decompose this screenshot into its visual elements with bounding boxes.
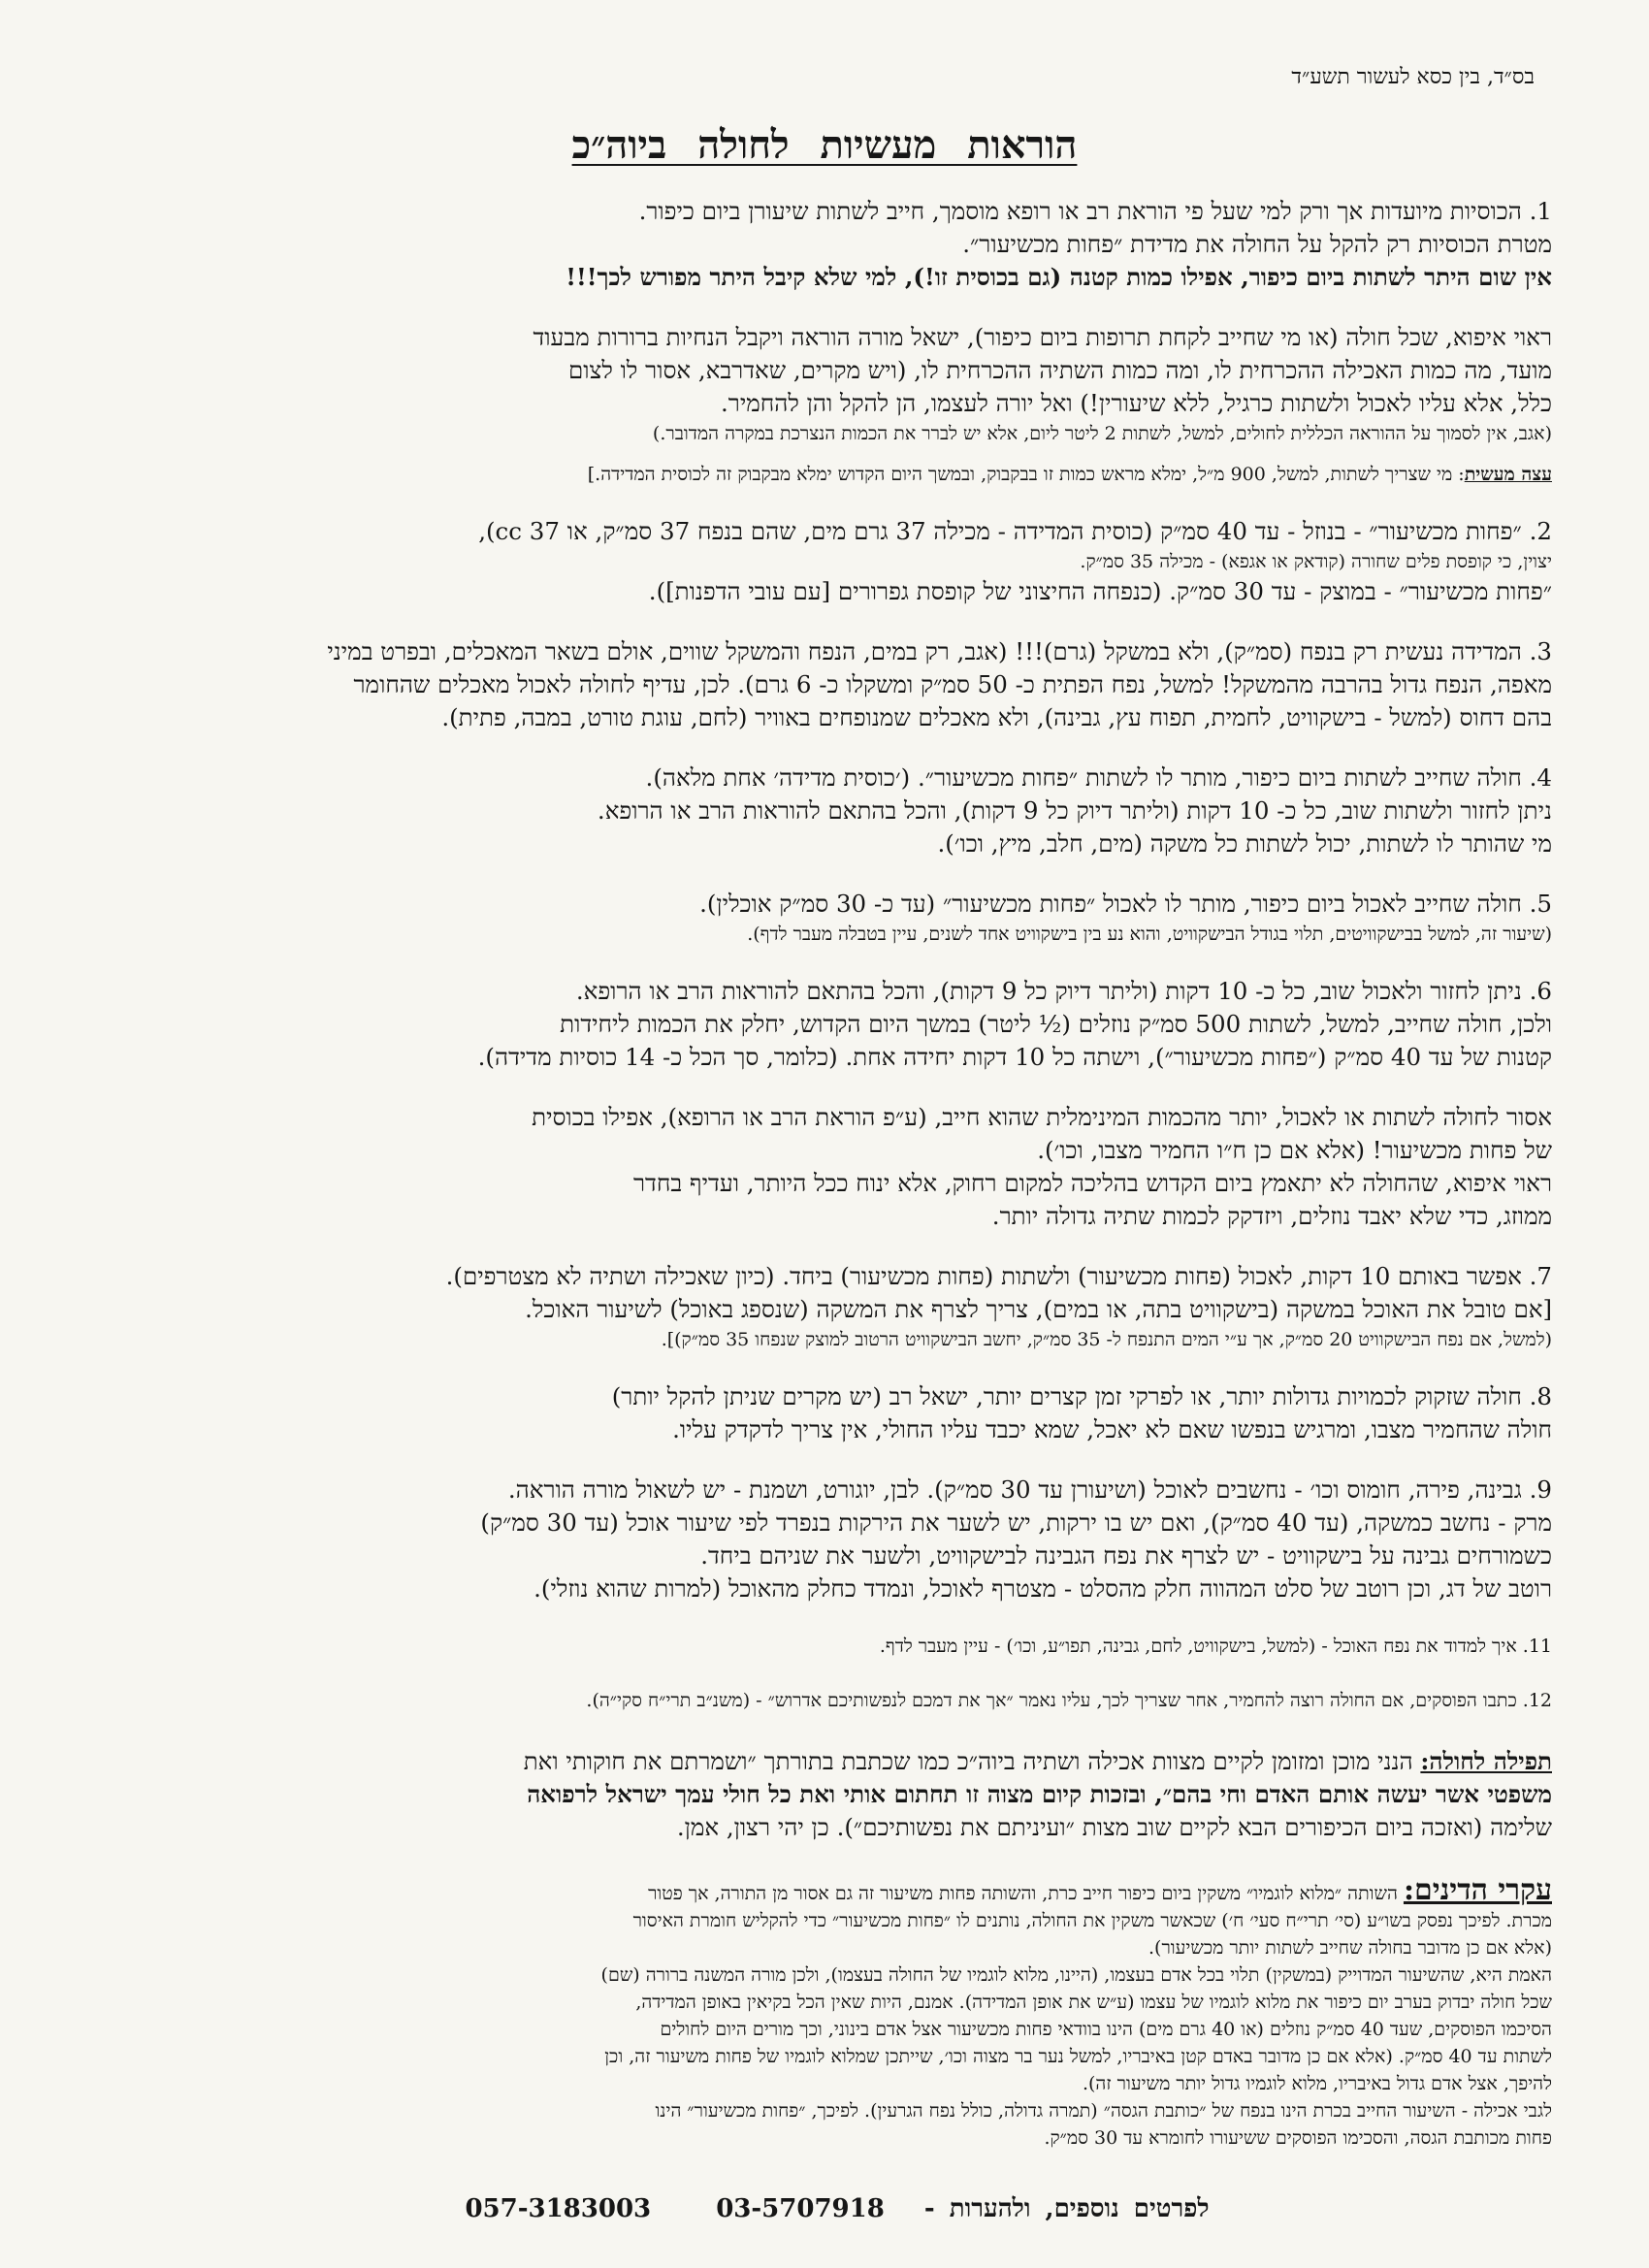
prayer-line: משפטי אשר יעשה אותם האדם וחי בהם״, ובזכות קיום מצוה זו תחתום אותי ואת כל חולי עמך ישראל לרפואה <box>527 1780 1552 1808</box>
section-4-line: ניתן לחזור ולשתות שוב, כל כ- 10 דקות (וליתר דיוק כל 9 דקות), והכל בהתאם להוראות הרב או הרופא. <box>597 796 1552 825</box>
section-2-note: יצוין, כי קופסת פלים שחורה (קודאק או אגפא) - מכילה 35 סמ״ק. <box>1080 551 1552 572</box>
section-1-line: 1. הכוסיות מיועדות אך ורק למי שעל פי הוראת רב או רופא מוסמך, חייב לשתות שיעורן ביום כיפור. <box>638 197 1552 225</box>
section-6-warning <box>97 1101 1552 1233</box>
prayer-block <box>97 1745 1552 1844</box>
principles-text: השותה ״מלוא לוגמיו״ משקין ביום כיפור חייב כרת, והשותה פחות משיעור זה גם אסור מן התורה, אך פטור <box>648 1883 1398 1904</box>
principles-line: (אלא אם כן מדובר בחולה שחייב לשתות יותר מכשיעור). <box>1148 1937 1552 1959</box>
section-3-line: 3. המדידה נעשית רק בנפח (סמ״ק), ולא במשקל (גרם)!!! (אגב, רק במים, הנפח והמשקל שווים, אולם בשאר המאכלים, ובפרט במיני <box>327 637 1552 665</box>
prayer-label: תפילה לחולה: <box>1420 1747 1552 1775</box>
section-7-line: 7. אפשר באותם 10 דקות, לאכול (פחות מכשיעור) ולשתות (פחות מכשיעור) ביחד. (כיון שאכילה ושתיה לא מצטרפים). <box>445 1262 1552 1290</box>
principles-line: לשתות עד 40 סמ״ק. (אלא אם כן מדובר באדם קטן באיבריו, למשל נער בר מצוה וכו׳, שייתכן שמלוא לוגמיו של פחות משיעור זה, וכן <box>604 2046 1552 2067</box>
section-3-line: בהם דחוס (למשל - בישקוויט, לחמית, תפוח עץ, גבינה), ולא מאכלים שמנופחים באוויר (לחם, עוגת טורט, במבה, פתית). <box>441 703 1552 731</box>
section-6 <box>97 975 1552 1074</box>
section-6-line: קטנות של עד 40 סמ״ק (״פחות מכשיעור״), וישתה כל 10 דקות יחידה אחת. (כלומר, סך הכל כ- 14 כוסיות מדידה). <box>477 1043 1552 1071</box>
section-6-warning-line: ראוי איפוא, שהחולה לא יתאמץ ביום הקדוש בהליכה למקום רחוק, אלא ינוח ככל היותר, ועדיף בחדר <box>633 1169 1552 1197</box>
section-6-warning-line: אסור לחולה לשתות או לאכול, יותר מהכמות המינימלית שהוא חייב, (ע״פ הוראת הרב או הרופא), אפילו בכוסית <box>532 1103 1552 1131</box>
section-5 <box>97 888 1552 948</box>
practical-tip <box>97 461 1552 488</box>
practical-tip-label: עצה מעשית <box>1464 464 1552 485</box>
section-3-line: מאפה, הנפח גדול בהרבה מהמשקל! למשל, נפח הפתית כ- 50 סמ״ק ומשקלו כ- 6 גרם). לכן, עדיף לחולה לאכול מאכלים שהחומר <box>353 670 1552 698</box>
principles-line: הסיכמו הפוסקים, שעד 40 סמ״ק נוזלים (או 40 גרם מים) הינו בוודאי פחות מכשיעור אצל אדם בינוני, וכך מורים היום לחולים <box>660 2019 1552 2040</box>
section-12-line: 12. כתבו הפוסקים, אם החולה רוצה להחמיר, אחר שצריך לכך, עליו נאמר ״אך את דמכם לנפשותיכם אדרוש״ - (משנ״ב תרי״ח סקי״ה). <box>586 1690 1552 1711</box>
principles-line: האמת היא, שהשיעור המדוייק (במשקין) תלוי בכל אדם בעצמו, (היינו, מלוא לוגמיו של החולה בעצמו), ולכן מורה המשנה ברורה (שם) <box>600 1964 1552 1986</box>
section-9-line: רוטב של דג, וכן רוטב של סלט המהווה חלק מהסלט - מצטרף לאוכל, ונמדד כחלק מהאוכל (למרות שהוא נוזלי). <box>534 1574 1552 1603</box>
section-1-line: מטרת הכוסיות רק להקל על החולה את מדידת ״פחות מכשיעור״. <box>962 230 1552 258</box>
section-8 <box>97 1380 1552 1446</box>
section-2 <box>97 515 1552 608</box>
section-6-warning-line: ממוזג, כדי שלא יאבד נוזלים, ויזדקק לכמות שתיה גדולה יותר. <box>991 1202 1552 1230</box>
principles-block <box>97 1873 1552 2152</box>
contact-phone-1: 03-5707918 <box>716 2194 885 2223</box>
section-11 <box>97 1633 1552 1660</box>
contact-line <box>97 2194 1552 2223</box>
section-7 <box>97 1260 1552 1353</box>
section-2-line: ״פחות מכשיעור״ - במוצק - עד 30 סמ״ק. (כנפחה החיצוני של קופסת גפרורים [עם עובי הדפנות]). <box>648 577 1552 605</box>
guidance-line: מועד, מה כמות האכילה ההכרחית לו, ומה כמות השתיה ההכרחית לו, (ויש מקרים, שאדרבא, אסור לו לצום <box>568 356 1552 384</box>
practical-tip-text: : מי שצריך לשתות, למשל, 900 מ״ל, ימלא מראש כמות זו בבקבוק, ובמשך היום הקדוש ימלא מבקבוק זה לכוסית המדידה.] <box>587 464 1465 485</box>
section-11-line: 11. איך למדוד את נפח האוכל - (למשל, בישקוויט, לחם, גבינה, תפו״ע, וכו׳) - עיין מעבר לדף. <box>879 1636 1552 1657</box>
prayer-line: שלימה (ואזכה ביום הכיפורים הבא לקיים שוב מצות ״ועיניתם את נפשותיכם״). כן יהי רצון, אמן. <box>676 1813 1552 1841</box>
section-8-line: חולה שהחמיר מצבו, ומרגיש בנפשו שאם לא יאכל, שמא יכבד עליו החולי, אין צריך לדקדק עליו. <box>672 1415 1552 1443</box>
section-2-line: 2. ״פחות מכשיעור״ - בנוזל - עד 40 סמ״ק (כוסית המדידה - מכילה 37 גרם מים, שהם בנפח 37 סמ״ק, או 37 cc), <box>478 517 1552 545</box>
section-6-line: ולכן, חולה שחייב, למשל, לשתות 500 סמ״ק נוזלים (½ ליטר) במשך היום הקדוש, יחלק את הכמות ליחידות <box>560 1010 1552 1038</box>
section-1 <box>97 195 1552 294</box>
document-title <box>97 122 1552 168</box>
section-4-line: 4. חולה שחייב לשתות ביום כיפור, מותר לו לשתות ״פחות מכשיעור״. (׳כוסית מדידה׳ אחת מלאה). <box>645 763 1552 792</box>
guidance-line: כלל, אלא עליו לאכול ולשתות כרגיל, ללא שיעורין!) ואל יורה לעצמו, הן להקל והן להחמיר. <box>721 389 1552 417</box>
principles-heading: עקרי הדינים: <box>1403 1873 1552 1907</box>
contact-phone-2: 057-3183003 <box>465 2194 652 2223</box>
section-7-line: [אם טובל את האוכל במשקה (בישקוויט בתה, או במים), צריך לצרף את המשקה (שנספג באוכל) לשיעור האוכל. <box>525 1295 1552 1323</box>
principles-line: להיפך, אצל אדם גדול באיבריו, מלוא לוגמיו גדול יותר משיעור זה). <box>1082 2073 1552 2094</box>
section-9-line: כשמורחים גבינה על בישקוויט - יש לצרף את נפח הגבינה לבישקוויט, ולשער את שניהם ביחד. <box>700 1541 1552 1570</box>
section-guidance <box>97 321 1552 488</box>
contact-label: לפרטים נוספים, ולהערות - <box>923 2194 1210 2223</box>
section-9-line: מרק - נחשב כמשקה, (עד 40 סמ״ק), ואם יש בו ירקות, יש לשער את הירקות בנפרד לפי שיעור אוכל (עד 30 סמ״ק) <box>480 1508 1552 1537</box>
section-12 <box>97 1687 1552 1714</box>
prayer-text: הנני מוכן ומזומן לקיים מצוות אכילה ושתיה ביוה״כ כמו שכתבת בתורתך ״ושמרתם את חוקותי ואת <box>523 1747 1413 1775</box>
section-4 <box>97 761 1552 860</box>
section-4-line: מי שהותר לו לשתות, יכול לשתות כל משקה (מים, חלב, מיץ, וכו׳). <box>937 829 1552 858</box>
principles-line: שכל חולה יבדוק בערב יום כיפור את מלוא לוגמיו של עצמו (ע״ש את אופן המדידה). אמנם, היות שאין הכל בקיאין באופן המדידה, <box>635 1992 1552 2013</box>
section-6-warning-line: של פחות מכשיעור! (אלא אם כן ח״ו החמיר מצבו, וכו׳). <box>1037 1136 1552 1164</box>
guidance-line: ראוי איפוא, שכל חולה (או מי שחייב לקחת תרופות ביום כיפור), ישאל מורה הוראה ויקבל הנחיות ברורות מבעוד <box>533 323 1552 351</box>
section-6-line: 6. ניתן לחזור ולאכול שוב, כל כ- 10 דקות (וליתר דיוק כל 9 דקות), והכל בהתאם להוראות הרב או הרופא. <box>575 977 1552 1005</box>
dedication-line: בס״ד, בין כסא לעשור תשע״ד <box>1291 65 1535 89</box>
section-1-warning: אין שום היתר לשתות ביום כיפור, אפילו כמות קטנה (גם בכוסית זו!), למי שלא קיבל היתר מפורש לכך!!! <box>566 263 1552 291</box>
section-5-line: 5. חולה שחייב לאכול ביום כיפור, מותר לו לאכול ״פחות מכשיעור״ (עד כ- 30 סמ״ק אוכלין). <box>699 890 1552 918</box>
document-title-text: הוראות מעשיות לחולה ביוה״כ <box>571 122 1078 168</box>
prayer-line <box>97 1745 1552 1778</box>
section-9-line: 9. גבינה, פירה, חומוס וכו׳ - נחשבים לאוכל (ושיעורן עד 30 סמ״ק). לבן, יוגורט, ושמנת - יש לשאול מורה הוראה. <box>507 1475 1552 1504</box>
section-9 <box>97 1474 1552 1605</box>
section-3 <box>97 635 1552 734</box>
principles-line: מכרת. לפיכך נפסק בשו״ע (סי׳ תרי״ח סעי׳ ח׳) שכאשר משקין את החולה, נותנים לו ״פחות מכשיעור״ כדי להקליש חומרת האיסור <box>632 1910 1552 1931</box>
section-5-note: (שיעור זה, למשל בבישקוויטים, תלוי בגודל הבישקוויט, והוא נע בין בישקוויט אחד לשנים, עיין בטבלה מעבר לדף). <box>747 923 1552 945</box>
principles-line: פחות מכותבת הגסה, והסכימו הפוסקים ששיעורו לחומרא עד 30 סמ״ק. <box>1044 2127 1552 2149</box>
section-8-line: 8. חולה שזקוק לכמויות גדולות יותר, או לפרקי זמן קצרים יותר, ישאל רב (יש מקרים שניתן להקל יותר) <box>611 1382 1552 1410</box>
section-7-note: (למשל, אם נפח הבישקוויט 20 סמ״ק, אך ע״י המים התנפח ל- 35 סמ״ק, יחשב הבישקוויט הרטוב למוצק שנפחו 35 סמ״ק)]. <box>661 1329 1552 1350</box>
principles-line: לגבי אכילה - השיעור החייב בכרת הינו בנפח של ״כותבת הגסה״ (תמרה גדולה, כולל נפח הגרעין). לפיכך, ״פחות מכשיעור״ הינו <box>655 2100 1552 2122</box>
guidance-note: (אגב, אין לסמוך על ההוראה הכללית לחולים, למשל, לשתות 2 ליטר ליום, אלא יש לברר את הכמות הנצרכת במקרה המדובר.) <box>652 423 1552 444</box>
principles-line <box>97 1873 1552 1907</box>
